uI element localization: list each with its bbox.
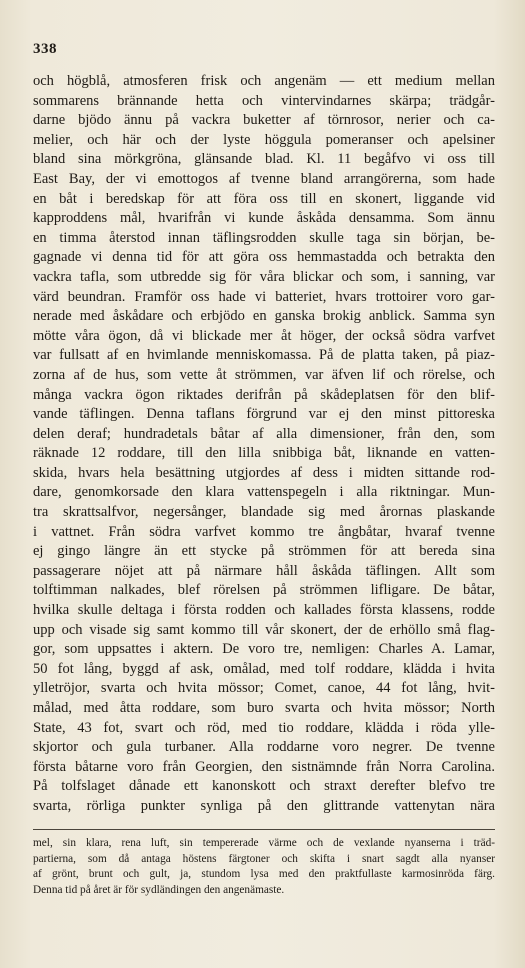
text-line: svarta, rörliga punkter synliga på den glittrande vattenytan nära (33, 797, 495, 814)
text-line: första båtarne voro från Georgien, den sistnämnde från Norra Carolina. (33, 758, 495, 775)
text-line: upp och visade sig samt kommo till vår skonert, der de erhöllo små flag- (33, 621, 495, 638)
text-line: gor, som uppsattes i aktern. De voro tre, nemligen: Charles A. Lamar, (33, 641, 495, 658)
text-line: räknade 12 roddare, till den lilla snibbiga båt, liknande en vatten- (33, 445, 495, 462)
text-line: skjortor och gula turbaner. Alla roddarne voro negrer. De tvenne (33, 739, 495, 756)
text-line: delen deraf; hundradetals båtar af alla dimensioner, från den, som (33, 425, 495, 442)
text-line: tra skrattsalfvor, negersånger, blandade sig med årornas plaskande (33, 504, 495, 521)
text-line: På tolfslaget dånade ett kanonskott och straxt derefter blefvo tre (33, 778, 495, 795)
text-line: målad, med åtta roddare, som buro svarta och hvita mössor; North (33, 700, 495, 716)
text-line: melier, och här och der lyste höggula pomeranser och apelsiner (33, 131, 495, 148)
body-text (33, 72, 495, 817)
text-line: många vackra ögon riktades derifrån på skådeplatsen för den blif- (33, 386, 495, 403)
text-line: State, 43 fot, svart och röd, med tio roddare, klädda i röda ylle- (33, 719, 495, 736)
text-line: nerade med åskådare och erbjödo en ganska brokig anblick. Samma syn (33, 308, 495, 325)
text-line: bland sina mörkgröna, glänsande blad. Kl. 11 begåfvo vi oss till (33, 151, 495, 168)
text-line: skida, hvars hela besättning utgjordes af dess i midten sittande rod- (33, 464, 495, 481)
text-line: gagnade vi denna tid för att göra oss hemmastadda och betrakta den (33, 249, 495, 266)
text-line: en timma återstod innan täflingsrodden skulle taga sin början, be- (33, 229, 495, 246)
text-line: passagerare nöjet att på närmare håll åskåda täflingen. Allt som (33, 562, 495, 579)
text-line: mötte våra ögon, då vi blickade mer åt höger, der också södra varfvet (33, 327, 495, 344)
footnote-line: Denna tid på året är för sydländingen den angenämaste. (33, 883, 285, 896)
text-line: vande täflingen. Denna taflans förgrund var ej den minst pittoreska (33, 406, 495, 423)
footnote (33, 836, 495, 898)
footnote-divider (33, 829, 495, 830)
text-line: tolftimman nalkades, blef rörelsen på strömmen lifligare. De båtar, (33, 582, 495, 599)
text-line: värd beundran. Framför oss hade vi batteriet, hvars trottoirer voro gar- (33, 288, 495, 305)
text-line: sommarens brännande hetta och vintervindarnes skärpa; trädgår- (33, 92, 495, 109)
footnote-line: partierna, som då antaga höstens färgtoner och skifta i snart sagdt alla nyanser (33, 852, 495, 865)
text-line: kapproddens mål, hvarifrån vi kunde åskåda densamma. Som ännu (33, 210, 495, 227)
text-line: hvilka skulle deltaga i första rodden och kallades första klassens, rodde (33, 602, 495, 619)
text-line: och högblå, atmosferen frisk och angenäm — ett medium mellan (33, 73, 495, 89)
footnote-line: mel, sin klara, rena luft, sin tempererade värme och de vexlande nyanserna i träd- (33, 837, 495, 849)
text-line: vackra tafla, som utbredde sig för våra blickar och som, i sanning, var (33, 268, 495, 285)
footnote-line: af grönt, brunt och gult, ja, stundom lysa med den praktfullaste karmosinröda färg. (33, 868, 495, 880)
text-line: darne bjödo ännu på vackra buketter af törnrosor, nerier och ca- (33, 112, 495, 129)
text-line: zorna af de hus, som vette åt strömmen, var äfven lif och rörelse, och (33, 366, 495, 383)
text-line: East Bay, der vi emottogos af tvenne bland arrangörerna, som hade (33, 170, 495, 187)
text-line: i vattnet. Från södra varfvet kommo tre ångbåtar, hvaraf tvenne (33, 523, 495, 540)
text-line: en båt i beredskap för att föra oss till en skonert, liggande vid (33, 190, 495, 207)
text-line: ej gingo längre än ett stycke på strömmen för att bereda sina (33, 543, 495, 560)
text-line: 50 fot lång, byggd af ask, omålad, med tolf roddare, klädda i hvita (33, 660, 495, 677)
page-number: 338 (33, 41, 57, 57)
text-line: ylletröjor, svarta och hvita mössor; Comet, canoe, 44 fot lång, hvit- (33, 680, 495, 697)
text-line: dare, genomkorsade den klara vattenspegeln i alla riktningar. Mun- (33, 484, 495, 501)
text-line: var fullsatt af en hvimlande menniskomassa. På de platta taken, på piaz- (33, 347, 495, 364)
